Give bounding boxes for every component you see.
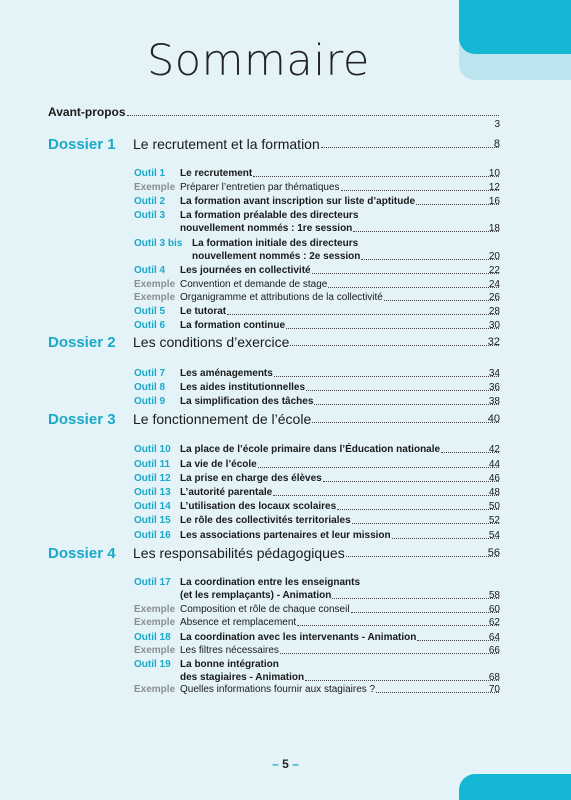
leader-dots bbox=[323, 481, 499, 482]
leader-dots bbox=[305, 680, 499, 681]
toc-row-exemple[interactable] bbox=[0, 182, 571, 194]
entry-label: Outil 5 bbox=[134, 306, 166, 317]
page-number: 42 bbox=[488, 444, 500, 455]
toc-row-outil[interactable] bbox=[0, 659, 571, 683]
page-number: 32 bbox=[487, 336, 500, 348]
toc-row-outil[interactable] bbox=[0, 382, 571, 394]
footer-dash-right: – bbox=[292, 757, 299, 771]
leader-dots bbox=[346, 556, 499, 557]
dossier-label: Dossier 1 bbox=[48, 136, 116, 153]
page-number: 52 bbox=[488, 515, 500, 526]
leader-dots bbox=[227, 314, 499, 315]
page-number: 10 bbox=[488, 168, 500, 179]
toc-row-outil[interactable] bbox=[0, 210, 571, 234]
entry-title: Convention et demande de stage bbox=[180, 279, 328, 290]
page-number: 24 bbox=[488, 279, 500, 290]
page-number: 8 bbox=[493, 138, 500, 150]
entry-label: Outil 3 bis bbox=[134, 238, 183, 249]
entry-title: La formation continue bbox=[180, 320, 285, 331]
entry-title: Quelles informations fournir aux stagiaires ? bbox=[180, 684, 376, 695]
footer-dash-left: – bbox=[272, 757, 279, 771]
page-number: 60 bbox=[488, 604, 500, 615]
entry-label: Outil 10 bbox=[134, 444, 171, 455]
leader-dots bbox=[290, 345, 499, 346]
leader-dots bbox=[376, 692, 499, 693]
page-number: 56 bbox=[487, 547, 500, 559]
entry-label: Outil 14 bbox=[134, 501, 171, 512]
toc-row-exemple[interactable] bbox=[0, 617, 571, 629]
entry-title: La prise en charge des élèves bbox=[180, 473, 322, 484]
entry-title-line2: (et les remplaçants) - Animation bbox=[180, 590, 332, 601]
entry-title: Le tutorat bbox=[180, 306, 227, 317]
toc-row-exemple[interactable] bbox=[0, 292, 571, 304]
leader-dots bbox=[353, 231, 499, 232]
entry-title: Préparer l’entretien par thématiques bbox=[180, 182, 340, 193]
leader-dots bbox=[337, 509, 499, 510]
leader-dots bbox=[312, 422, 499, 423]
dossier-title: Les responsabilités pédagogiques bbox=[133, 545, 345, 561]
dossier-label: Dossier 4 bbox=[48, 545, 116, 562]
leader-dots bbox=[253, 176, 499, 177]
corner-decoration-bottom bbox=[459, 774, 571, 800]
corner-decoration-top bbox=[459, 0, 571, 80]
toc-row-outil[interactable] bbox=[0, 530, 571, 542]
entry-label: Outil 11 bbox=[134, 459, 171, 470]
leader-dots bbox=[384, 300, 499, 301]
page-number: 18 bbox=[488, 223, 500, 234]
toc-row-outil[interactable] bbox=[0, 459, 571, 471]
page-number: 70 bbox=[488, 684, 500, 695]
entry-label: Outil 17 bbox=[134, 577, 171, 588]
page-number: 44 bbox=[488, 459, 500, 470]
leader-dots bbox=[351, 612, 499, 613]
toc-row-outil[interactable] bbox=[0, 473, 571, 485]
entry-title: La vie de l’école bbox=[180, 459, 257, 470]
leader-dots bbox=[314, 404, 499, 405]
toc-row-outil[interactable] bbox=[0, 577, 571, 601]
entry-title-line1: La bonne intégration bbox=[180, 659, 279, 670]
entry-title: Composition et rôle de chaque conseil bbox=[180, 604, 350, 615]
page-number: 3 bbox=[494, 119, 500, 130]
avant-propos-label: Avant-propos bbox=[48, 105, 126, 119]
toc-row-outil[interactable] bbox=[0, 487, 571, 499]
leader-dots bbox=[328, 287, 499, 288]
entry-title: L’utilisation des locaux scolaires bbox=[180, 501, 337, 512]
page-number: 64 bbox=[488, 632, 500, 643]
dossier-label: Dossier 3 bbox=[48, 411, 116, 428]
leader-dots bbox=[286, 328, 499, 329]
entry-title: La simplification des tâches bbox=[180, 396, 314, 407]
entry-label: Outil 4 bbox=[134, 265, 166, 276]
entry-label: Outil 15 bbox=[134, 515, 171, 526]
page-number: 62 bbox=[488, 617, 500, 628]
entry-title-line1: La formation initiale des directeurs bbox=[192, 238, 359, 249]
entry-label: Outil 19 bbox=[134, 659, 171, 670]
corner-stripe bbox=[459, 0, 571, 54]
leader-dots bbox=[312, 273, 499, 274]
leader-dots bbox=[361, 259, 499, 260]
entry-label: Exemple bbox=[134, 292, 176, 303]
page-number: 40 bbox=[487, 413, 500, 425]
entry-title: La formation avant inscription sur liste d’aptitude bbox=[180, 196, 416, 207]
entry-label: Outil 6 bbox=[134, 320, 166, 331]
entry-label: Exemple bbox=[134, 645, 176, 656]
page-number: 16 bbox=[488, 196, 500, 207]
toc-row-outil[interactable] bbox=[0, 444, 571, 456]
page-number: 54 bbox=[488, 530, 500, 541]
page-number: 58 bbox=[488, 590, 500, 601]
toc-row-exemple[interactable] bbox=[0, 645, 571, 657]
page-number: 50 bbox=[488, 501, 500, 512]
leader-dots bbox=[392, 538, 499, 539]
leader-dots bbox=[341, 190, 499, 191]
leader-dots bbox=[273, 495, 499, 496]
page-number: 22 bbox=[488, 265, 500, 276]
entry-label: Outil 16 bbox=[134, 530, 171, 541]
page-title: Sommaire bbox=[147, 36, 370, 86]
entry-title: Le rôle des collectivités territoriales bbox=[180, 515, 351, 526]
leader-dots bbox=[321, 147, 499, 148]
entry-title: Le recrutement bbox=[180, 168, 253, 179]
toc-row-outil[interactable] bbox=[0, 238, 571, 262]
entry-title: Les journées en collectivité bbox=[180, 265, 311, 276]
page-number: 46 bbox=[488, 473, 500, 484]
dossier-title: Le fonctionnement de l’école bbox=[133, 411, 312, 427]
toc-row-outil[interactable] bbox=[0, 265, 571, 277]
leader-dots bbox=[297, 625, 499, 626]
entry-label: Outil 18 bbox=[134, 632, 171, 643]
leader-dots bbox=[352, 523, 499, 524]
entry-title: Les filtres nécessaires bbox=[180, 645, 279, 656]
footer-page-number: 5 bbox=[282, 757, 289, 771]
entry-label: Outil 8 bbox=[134, 382, 166, 393]
entry-label: Exemple bbox=[134, 617, 176, 628]
entry-title: Organigramme et attributions de la collectivité bbox=[180, 292, 383, 303]
toc-row-exemple[interactable] bbox=[0, 684, 571, 696]
entry-label: Outil 7 bbox=[134, 368, 166, 379]
entry-label: Exemple bbox=[134, 279, 176, 290]
leader-dots bbox=[127, 115, 499, 116]
entry-label: Outil 12 bbox=[134, 473, 171, 484]
toc-row-outil[interactable] bbox=[0, 196, 571, 208]
leader-dots bbox=[280, 653, 499, 654]
leader-dots bbox=[332, 598, 499, 599]
entry-title-line1: La coordination entre les enseignants bbox=[180, 577, 361, 588]
toc-row-outil[interactable] bbox=[0, 368, 571, 380]
page-number: 34 bbox=[488, 368, 500, 379]
entry-label: Outil 3 bbox=[134, 210, 166, 221]
leader-dots bbox=[258, 467, 499, 468]
entry-title-line1: La formation préalable des directeurs bbox=[180, 210, 359, 221]
entry-title: Absence et remplacement bbox=[180, 617, 297, 628]
toc-row-outil[interactable] bbox=[0, 320, 571, 332]
entry-label: Exemple bbox=[134, 604, 176, 615]
entry-title: Les associations partenaires et leur mission bbox=[180, 530, 391, 541]
page-number: 28 bbox=[488, 306, 500, 317]
page-number: 12 bbox=[488, 182, 500, 193]
page-number: 66 bbox=[488, 645, 500, 656]
entry-title: Les aides institutionnelles bbox=[180, 382, 306, 393]
leader-dots bbox=[416, 204, 499, 205]
entry-title: La coordination avec les intervenants - Animation bbox=[180, 632, 417, 643]
leader-dots bbox=[417, 640, 499, 641]
entry-label: Outil 2 bbox=[134, 196, 166, 207]
page-number: 36 bbox=[488, 382, 500, 393]
entry-label: Outil 13 bbox=[134, 487, 171, 498]
entry-title-line2: nouvellement nommés : 2e session bbox=[192, 251, 361, 262]
leader-dots bbox=[306, 390, 499, 391]
page-number: 38 bbox=[488, 396, 500, 407]
entry-label: Outil 1 bbox=[134, 168, 166, 179]
toc-row-outil[interactable] bbox=[0, 168, 571, 180]
toc-row-outil[interactable] bbox=[0, 306, 571, 318]
page-number: 48 bbox=[488, 487, 500, 498]
toc-row-outil[interactable] bbox=[0, 632, 571, 644]
toc-row-exemple[interactable] bbox=[0, 279, 571, 291]
page-number: 20 bbox=[488, 251, 500, 262]
toc-row-outil[interactable] bbox=[0, 396, 571, 408]
entry-title: Les aménagements bbox=[180, 368, 273, 379]
toc-row-outil[interactable] bbox=[0, 515, 571, 527]
dossier-title: Les conditions d’exercice bbox=[133, 334, 290, 350]
dossier-title: Le recrutement et la formation bbox=[133, 136, 320, 152]
leader-dots bbox=[274, 376, 499, 377]
entry-label: Exemple bbox=[134, 182, 176, 193]
entry-title: L’autorité parentale bbox=[180, 487, 273, 498]
entry-label: Outil 9 bbox=[134, 396, 166, 407]
entry-title-line2: des stagiaires - Animation bbox=[180, 672, 305, 683]
page-number: 26 bbox=[488, 292, 500, 303]
page-footer bbox=[0, 757, 571, 771]
page-number: 30 bbox=[488, 320, 500, 331]
entry-label: Exemple bbox=[134, 684, 176, 695]
page-number: 68 bbox=[488, 672, 500, 683]
toc-row-exemple[interactable] bbox=[0, 604, 571, 616]
dossier-label: Dossier 2 bbox=[48, 334, 116, 351]
entry-title: La place de l’école primaire dans l’Éducation nationale bbox=[180, 444, 441, 455]
toc-row-outil[interactable] bbox=[0, 501, 571, 513]
entry-title-line2: nouvellement nommés : 1re session bbox=[180, 223, 353, 234]
